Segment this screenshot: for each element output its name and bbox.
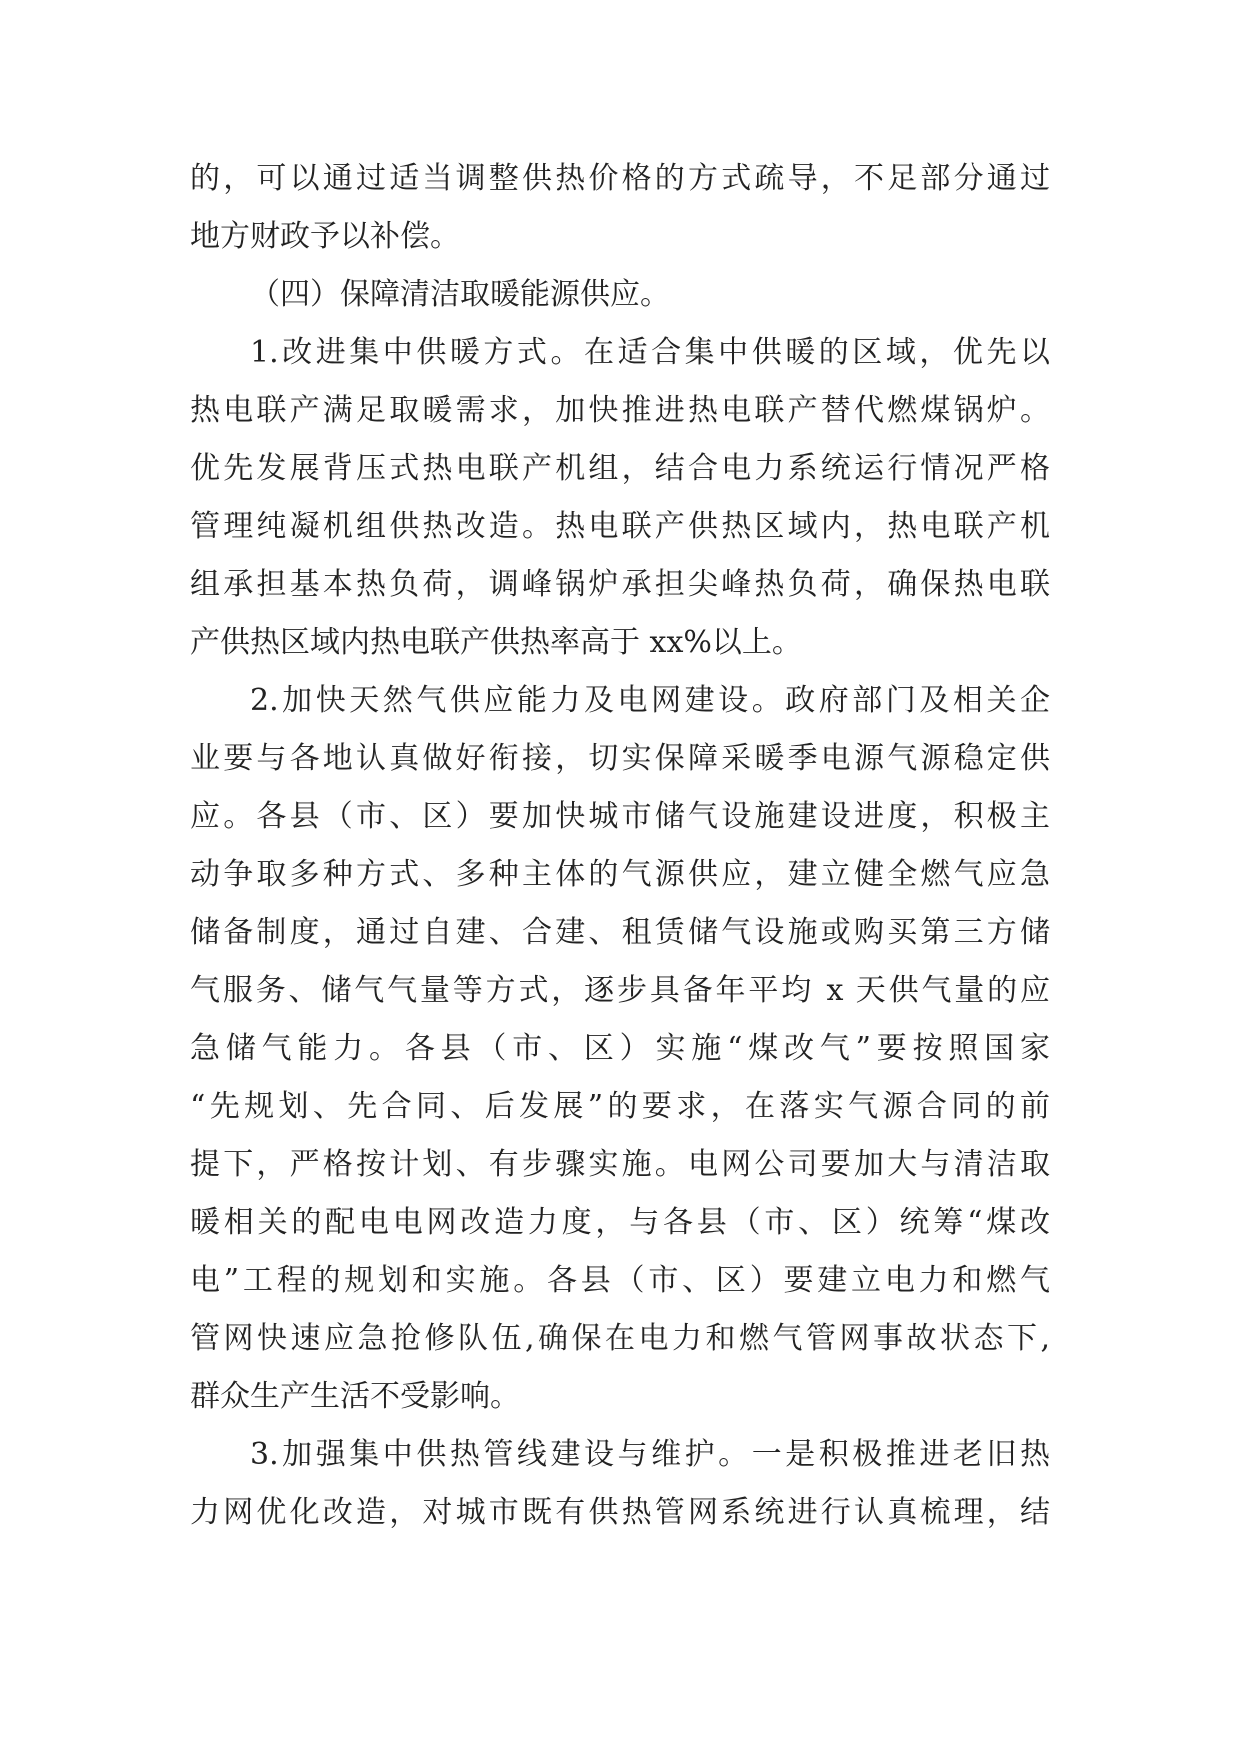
text-line: 2.加快天然气供应能力及电网建设。政府部门及相关企 xyxy=(250,683,1050,718)
text-line: 地方财政予以补偿。 xyxy=(190,219,460,254)
text-line: 管理纯凝机组供热改造。热电联产供热区域内，热电联产机 xyxy=(190,509,1050,544)
text-line: 优先发展背压式热电联产机组，结合电力系统运行情况严格 xyxy=(190,451,1050,486)
text-line: 力网优化改造，对城市既有供热管网系统进行认真梳理，结 xyxy=(190,1495,1050,1530)
text-line: 电”工程的规划和实施。各县（市、区）要建立电力和燃气 xyxy=(190,1263,1050,1298)
text-line: 应。各县（市、区）要加快城市储气设施建设进度，积极主 xyxy=(190,799,1050,834)
text-line: 急储气能力。各县（市、区）实施“煤改气”要按照国家 xyxy=(190,1031,1050,1066)
text-line: 群众生产生活不受影响。 xyxy=(190,1379,520,1414)
text-line: 热电联产满足取暖需求，加快推进热电联产替代燃煤锅炉。 xyxy=(190,393,1050,428)
text-line: 动争取多种方式、多种主体的气源供应，建立健全燃气应急 xyxy=(190,857,1050,892)
text-line: 3.加强集中供热管线建设与维护。一是积极推进老旧热 xyxy=(250,1437,1050,1472)
text-line: 产供热区域内热电联产供热率高于 xx%以上。 xyxy=(190,625,802,660)
body-text xyxy=(190,150,1050,1542)
text-line: 提下，严格按计划、有步骤实施。电网公司要加大与清洁取 xyxy=(190,1147,1050,1182)
text-line: “先规划、先合同、后发展”的要求，在落实气源合同的前 xyxy=(190,1089,1050,1124)
text-line: 储备制度，通过自建、合建、租赁储气设施或购买第三方储 xyxy=(190,915,1050,950)
text-line: （四）保障清洁取暖能源供应。 xyxy=(250,277,670,312)
text-line: 暖相关的配电电网改造力度，与各县（市、区）统筹“煤改 xyxy=(190,1205,1050,1240)
text-line: 的，可以通过适当调整供热价格的方式疏导，不足部分通过 xyxy=(190,161,1050,196)
text-line: 业要与各地认真做好衔接，切实保障采暖季电源气源稳定供 xyxy=(190,741,1050,776)
text-line: 管网快速应急抢修队伍,确保在电力和燃气管网事故状态下, xyxy=(190,1321,1050,1356)
text-line: 气服务、储气气量等方式，逐步具备年平均 x 天供气量的应 xyxy=(190,973,1050,1008)
text-line: 组承担基本热负荷，调峰锅炉承担尖峰热负荷，确保热电联 xyxy=(190,567,1050,602)
text-line: 1.改进集中供暖方式。在适合集中供暖的区域，优先以 xyxy=(250,335,1050,370)
